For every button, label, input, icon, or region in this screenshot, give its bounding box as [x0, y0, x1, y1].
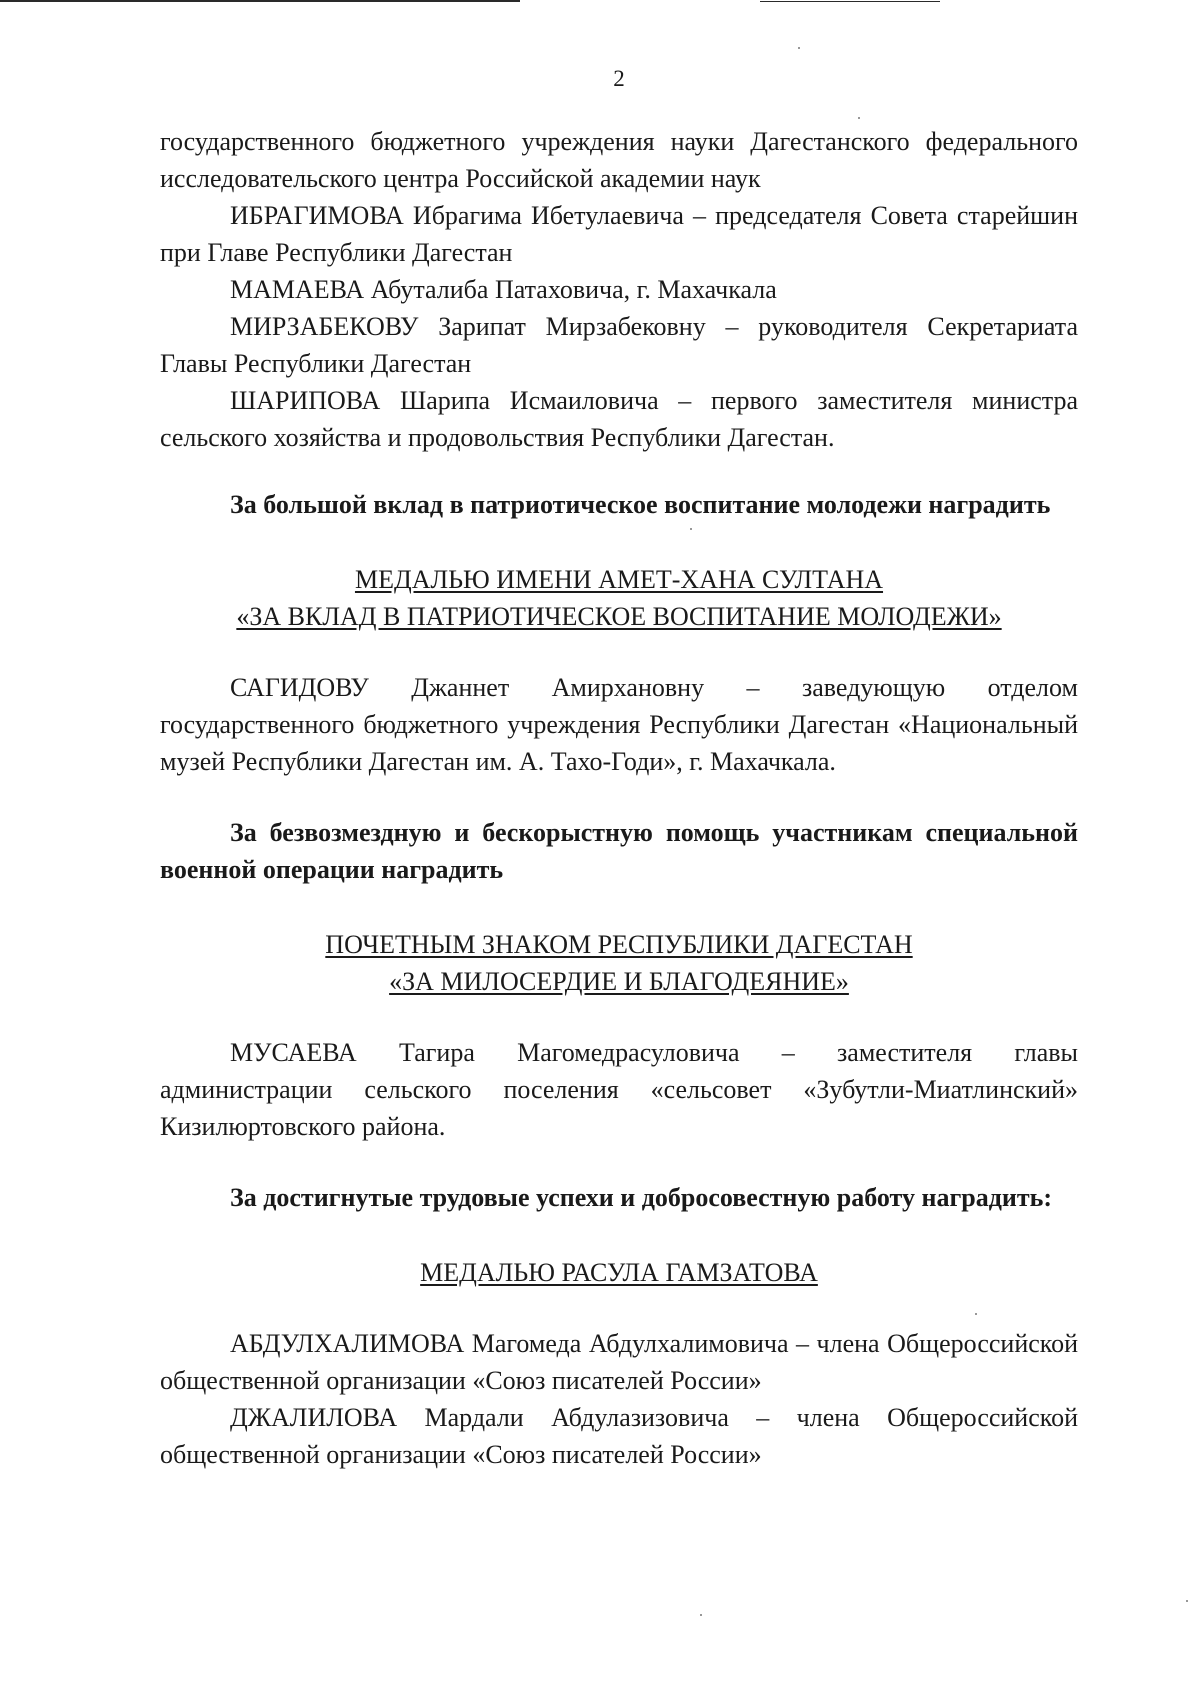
recipient-paragraph: МИРЗАБЕКОВУ Зарипат Мирзабековну – руководителя Секретариата Главы Республики Дагестан	[160, 312, 1078, 378]
section-heading: За достигнутые трудовые успехи и добросовестную работу наградить:	[230, 1183, 1053, 1212]
award-subtitle: «ЗА МИЛОСЕРДИЕ И БЛАГОДЕЯНИЕ»	[389, 967, 849, 996]
section-heading: За большой вклад в патриотическое воспитание молодежи наградить	[230, 490, 1051, 519]
recipient-paragraph: ИБРАГИМОВА Ибрагима Ибетулаевича – председателя Совета старейшин при Главе Республики Дагестан	[160, 201, 1078, 267]
scan-speck	[1186, 1600, 1188, 1602]
page-number: 2	[613, 66, 625, 91]
award-title: ПОЧЕТНЫМ ЗНАКОМ РЕСПУБЛИКИ ДАГЕСТАН	[325, 930, 913, 959]
document-body	[160, 123, 1078, 1473]
award-title: МЕДАЛЬЮ ИМЕНИ АМЕТ-ХАНА СУЛТАНА	[354, 565, 884, 594]
intro-paragraph: государственного бюджетного учреждения науки Дагестанского федерального исследовательского центра Российской академии наук	[160, 127, 1078, 193]
recipient-paragraph: ШАРИПОВА Шарипа Исмаиловича – первого заместителя министра сельского хозяйства и продовольствия Республики Дагестан.	[160, 386, 1078, 452]
recipient-paragraph: АБДУЛХАЛИМОВА Магомеда Абдулхалимовича – члена Общероссийской общественной организации «Союз писателей России»	[160, 1329, 1078, 1395]
scan-speck	[858, 117, 860, 119]
award-subtitle: «ЗА ВКЛАД В ПАТРИОТИЧЕСКОЕ ВОСПИТАНИЕ МОЛОДЕЖИ»	[236, 602, 1002, 631]
scan-edge-line	[0, 0, 520, 2]
recipient-paragraph: ДЖАЛИЛОВА Мардали Абдулазизовича – члена Общероссийской общественной организации «Союз писателей России»	[160, 1403, 1078, 1469]
scan-speck	[700, 1614, 702, 1616]
recipient-paragraph: МАМАЕВА Абуталиба Патаховича, г. Махачкала	[230, 275, 777, 304]
recipient-paragraph: САГИДОВУ Джаннет Амирхановну – заведующую отделом государственного бюджетного учреждения Республики Дагестан «Национальный музей Республики Дагестан им. А. Тахо-Годи», г. Махачкала.	[160, 673, 1078, 776]
recipient-paragraph: МУСАЕВА Тагира Магомедрасуловича – заместителя главы администрации сельского поселения «сельсовет «Зубутли-Миатлинский» Кизилюртовского района.	[160, 1038, 1078, 1141]
scan-edge-line	[760, 1, 940, 2]
award-title: МЕДАЛЬЮ РАСУЛА ГАМЗАТОВА	[420, 1258, 818, 1287]
section-heading: За безвозмездную и бескорыстную помощь участникам специальной военной операции наградить	[160, 818, 1078, 884]
scan-speck	[798, 47, 800, 49]
